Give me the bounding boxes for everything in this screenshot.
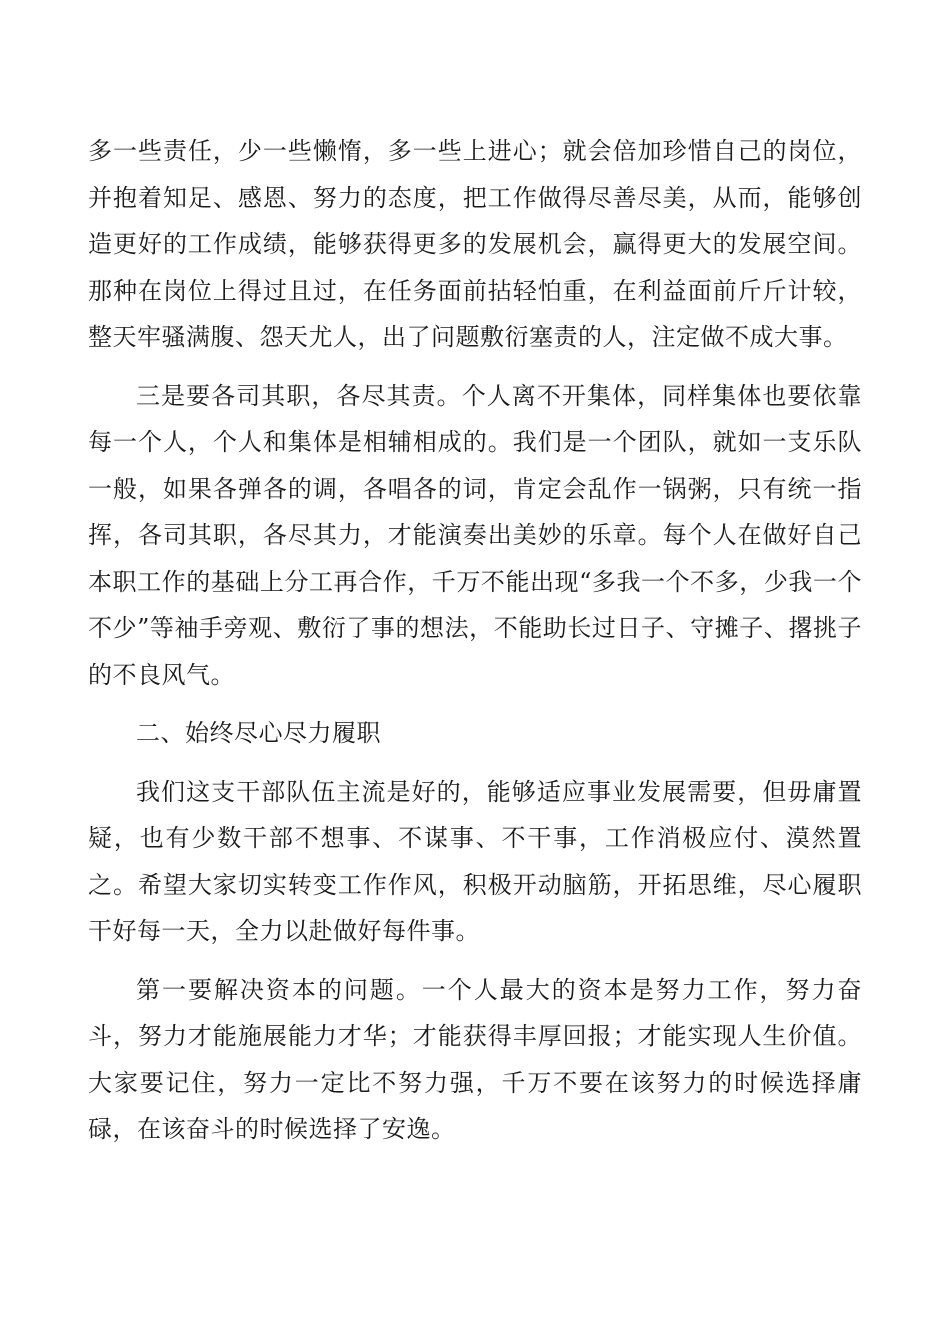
paragraph-team: 我们这支干部队伍主流是好的，能够适应事业发展需要，但毋庸置疑，也有少数干部不想事、不谋事、不干事，工作消极应付、漠然置之。希望大家切实转变工作作风，积极开动脑筋，开拓思维，尽心履职干好每一天，全力以赴做好每件事。: [88, 777, 862, 945]
paragraph-duties: 三是要各司其职，各尽其责。个人离不开集体，同样集体也要依靠每一个人，个人和集体是相辅相成的。我们是一个团队，就如一支乐队一般，如果各弹各的调，各唱各的词，肯定会乱作一锅粥，只有统一指挥，各司其职，各尽其力，才能演奏出美妙的乐章。每个人在做好自己本职工作的基础上分工再合作，千万不能出现“多我一个不多，少我一个不少”等袖手旁观、敷衍了事的想法，不能助长过日子、守摊子、撂挑子的不良风气。: [88, 381, 862, 689]
paragraph-capital: 第一要解决资本的问题。一个人最大的资本是努力工作，努力奋斗，努力才能施展能力才华；才能获得丰厚回报；才能实现人生价值。大家要记住，努力一定比不努力强，千万不要在该努力的时候选择庸碌，在该奋斗的时候选择了安逸。: [88, 975, 862, 1143]
section-heading: 二、始终尽心尽力履职: [136, 719, 381, 747]
paragraph-continued: 多一些责任，少一些懒惰，多一些上进心；就会倍加珍惜自己的岗位，并抱着知足、感恩、努力的态度，把工作做得尽善尽美，从而，能够创造更好的工作成绩，能够获得更多的发展机会，赢得更大的发展空间。那种在岗位上得过且过，在任务面前拈轻怕重，在利益面前斤斤计较，整天牢骚满腹、怨天尤人，出了问题敷衍塞责的人，注定做不成大事。: [88, 137, 862, 351]
document-body: [88, 128, 862, 1165]
